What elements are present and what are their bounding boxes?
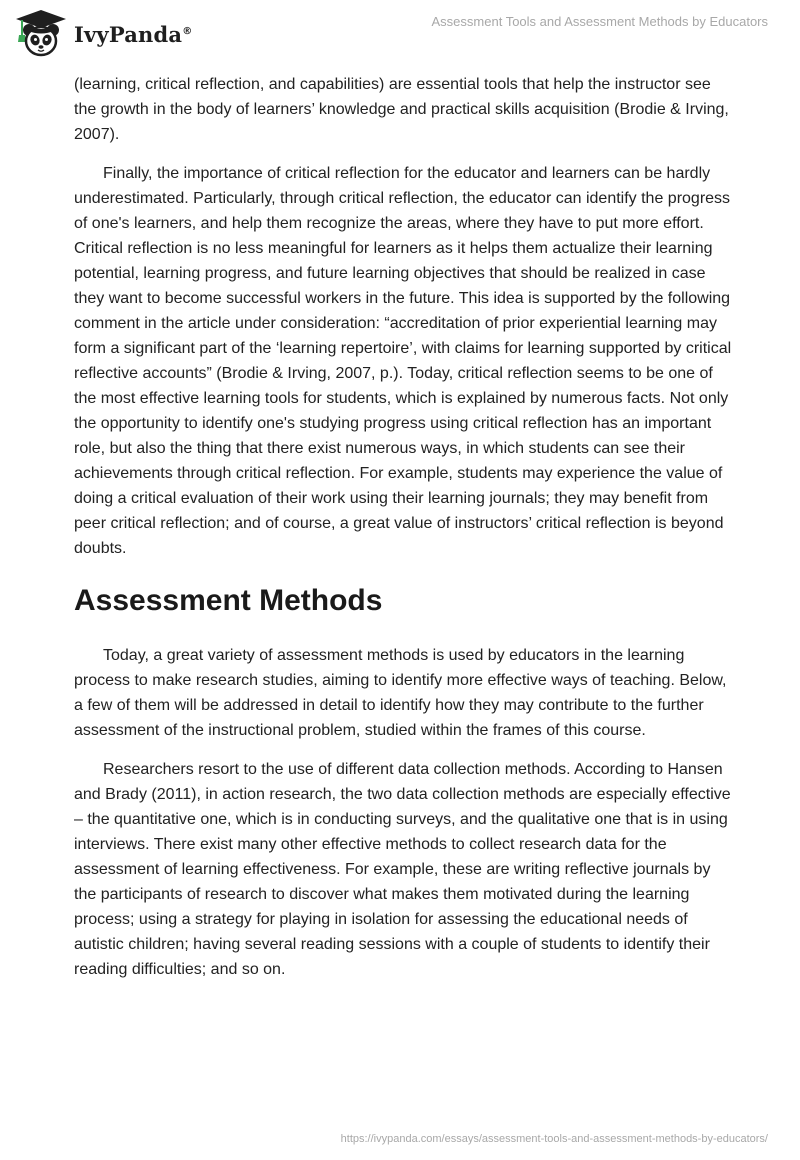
paragraph: Today, a great variety of assessment methods is used by educators in the learning process to make research studies, aiming to identify more effective ways of teaching. Below, a few of them will be addressed in detail to identify how they may contribute to the further assessment of the instructional problem, studied within the frames of this course. [74, 647, 727, 739]
paragraph: Researchers resort to the use of different data collection methods. According to Hansen and Brady (2011), in action research, the two data collection methods are especially effective – the quantitative one, which is in conducting surveys, and the qualitative one that is in using interviews. There exist many other effective methods to collect research data for the assessment of learning effectiveness. For example, these are writing reflective journals by the participants of research to discover what makes them motivated during the learning process; using a strategy for playing in isolation for assessing the educational needs of autistic children; having several reading sessions with a couple of students to identify their reading difficulties; and so on. [74, 761, 731, 978]
document-title: Assessment Tools and Assessment Methods by Educators [431, 14, 768, 29]
registered-mark: ® [182, 25, 193, 37]
section-heading: Assessment Methods [74, 584, 383, 617]
essay-body [74, 72, 734, 982]
source-url: https://ivypanda.com/essays/assessment-tools-and-assessment-methods-by-educators/ [340, 1133, 768, 1145]
logo-wordmark: IvyPanda® [74, 21, 193, 47]
panda-graduate-icon [14, 8, 68, 58]
logo-link[interactable] [14, 8, 192, 58]
paragraph-continuation: (learning, critical reflection, and capabilities) are essential tools that help the instructor see the growth in the body of learners’ knowledge and practical skills acquisition (Brodie & Irving, 2007). [74, 76, 729, 143]
page-header [0, 0, 800, 70]
paragraph: Finally, the importance of critical reflection for the educator and learners can be hardly underestimated. Particularly, through critical reflection, the educator can identify the progress of one's learners, and help them recognize the areas, where they have to put more effort. Critical reflection is no less meaningful for learners as it helps them actualize their learning potential, learning progress, and future learning objectives that should be realized in case they want to become successful workers in the future. This idea is supported by the following comment in the article under consideration: “accreditation of prior experiential learning may form a significant part of the ‘learning repertoire’, with claims for learning supported by critical reflective accounts” (Brodie & Irving, 2007, p.). Today, critical reflection seems to be one of the most effective learning tools for students, which is explained by numerous facts. Not only the opportunity to identify one's studying progress using critical reflection has an important role, but also the thing that there exist numerous ways, in which students can see their achievements through critical reflection. For example, students may experience the value of doing a critical evaluation of their work using their learning journals; they may benefit from peer critical reflection; and of course, a great value of instructors’ critical reflection is beyond doubts. [74, 165, 732, 557]
